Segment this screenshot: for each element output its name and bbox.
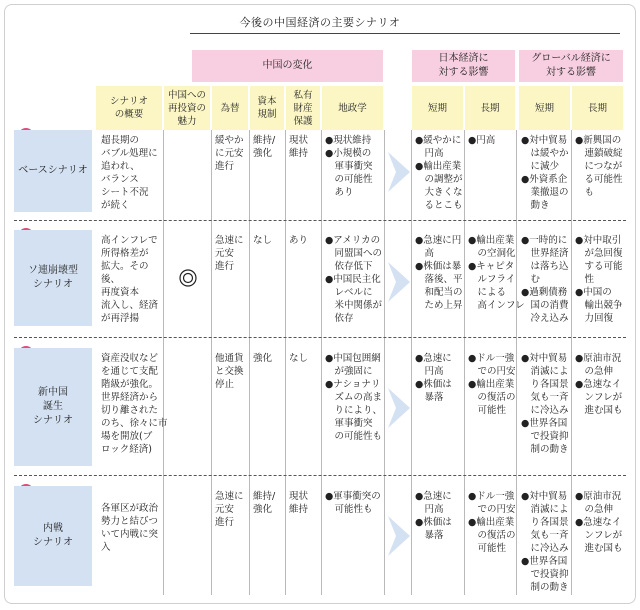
- private-property-value: なし: [289, 353, 309, 364]
- header-scenario-summary: シナリオ の概要: [96, 86, 162, 130]
- private-property-value: 現状 維持: [289, 491, 309, 515]
- page-title: 今後の中国経済の主要シナリオ: [239, 16, 401, 29]
- row-separator: [14, 220, 626, 221]
- global-long-value: ●新興国の 連鎖破綻 につなが る可能性 も: [575, 135, 623, 198]
- header-private-property: 私有 財産 保護: [286, 86, 320, 130]
- scenario-name: 新中国 誕生 シナリオ: [14, 348, 92, 466]
- japan-long-value: ●円高: [468, 135, 496, 146]
- exchange-value: 急速に 元安 進行: [215, 235, 244, 272]
- chevron-right-icon: [386, 516, 412, 556]
- japan-short-value: ●緩やかに 円高 ●輸出産業 の調整が 大きくな るとこも: [415, 135, 463, 211]
- global-long-value: ●対中取引 が急回復 する可能 性 ●中国の 輸出競争 力回復: [575, 235, 623, 324]
- header-china-change: 中国の変化: [192, 50, 383, 82]
- header-reinvestment: 中国への 再投資の 魅力: [164, 86, 210, 130]
- header-exchange: 為替: [212, 86, 248, 130]
- japan-long-value: ●輸出産業 の空洞化 ●キャピタ ルフライ による 高インフレ: [468, 235, 525, 311]
- chevron-right-icon: [386, 262, 412, 302]
- header-capital-control: 資本 規制: [250, 86, 284, 130]
- reinvestment-cell: [164, 230, 211, 326]
- scenario-name: ソ連崩壊型 シナリオ: [14, 230, 92, 326]
- geopolitics-value: ●軍事衝突の 可能性も: [325, 491, 381, 515]
- header-global-long: 長期: [572, 86, 623, 130]
- title-underline: [190, 33, 620, 34]
- header-geopolitics: 地政学: [322, 86, 383, 130]
- double-circle-icon: [179, 269, 197, 287]
- global-short-value: ●一時的に 世界経済 は落ち込 む ●過剰債務 国の消費 冷え込み: [521, 235, 569, 324]
- chevron-right-icon: [386, 152, 412, 192]
- header-global-impact: グローバル経済に 対する影響: [519, 50, 623, 82]
- japan-short-value: ●急速に 円高 ●株価は 暴落: [415, 353, 452, 403]
- japan-long-value: ●ドル一強 での円安 ●輸出産業 の復活の 可能性: [468, 491, 516, 554]
- exchange-value: 緩やか に元安 進行: [215, 135, 244, 172]
- global-long-value: ●原油市況 の急伸 ●急速なイ ンフレが 進む国も: [575, 491, 623, 554]
- exchange-value: 急速に 元安 進行: [215, 491, 244, 528]
- chevron-right-icon: [386, 388, 412, 428]
- geopolitics-value: ●中国包囲網 が強固に ●ナショナリ ズムの高ま りにより、 軍事衝突 の可能性も: [325, 353, 383, 442]
- global-short-value: ●対中貿易 消滅によ り各国景 気も一斉 に冷込み ●世界各国 で投資抑 制の動き: [521, 491, 569, 593]
- row-separator: [14, 337, 626, 338]
- header-japan-short: 短期: [412, 86, 463, 130]
- geopolitics-value: ●アメリカの 同盟国への 依存低下 ●中国民主化 レベルに 米中関係が 依存: [325, 235, 383, 324]
- scenario-summary: 超長期の バブル処理に 追われ、 バランス シート不況 が続く: [101, 135, 158, 211]
- global-short-value: ●対中貿易 は緩やか に減少 ●外資系企 業撤退の 動き: [521, 135, 569, 211]
- header-japan-long: 長期: [465, 86, 515, 130]
- japan-short-value: ●急速に 円高 ●株価は 暴落: [415, 491, 452, 541]
- scenario-summary: 資産没収など を通じて支配 階級が強化。 世界経済から 切り離された のち、徐々に市 場を開放(ブ ロック経済): [101, 353, 168, 455]
- capital-control-value: なし: [253, 235, 273, 246]
- header-japan-impact: 日本経済に 対する影響: [412, 50, 515, 82]
- private-property-value: あり: [289, 235, 309, 246]
- scenario-summary: 各軍区が政治 勢力と結びつ いて内戦に突 入: [101, 503, 159, 553]
- private-property-value: 現状 維持: [289, 135, 309, 159]
- capital-control-value: 維持/ 強化: [253, 491, 276, 515]
- scenario-name: 内戦 シナリオ: [14, 486, 92, 586]
- japan-long-value: ●ドル一強 での円安 ●輸出産業 の復活の 可能性: [468, 353, 516, 416]
- capital-control-value: 強化: [253, 353, 273, 364]
- japan-short-value: ●急速に円 高 ●株価は暴 落後、平 和配当の ため上昇: [415, 235, 463, 311]
- global-short-value: ●対中貿易 消滅によ り各国景 気も一斉 に冷込み ●世界各国 で投資抑 制の動き: [521, 353, 569, 455]
- global-long-value: ●原油市況 の急伸 ●急速なイ ンフレが 進む国も: [575, 353, 623, 416]
- geopolitics-value: ●現状維持 ●小規模の 軍事衝突 の可能性 あり: [325, 135, 373, 198]
- header-global-short: 短期: [519, 86, 570, 130]
- capital-control-value: 維持/ 強化: [253, 135, 276, 159]
- exchange-value: 他通貨 と交換 停止: [215, 353, 244, 390]
- scenario-name: ベースシナリオ: [14, 130, 92, 212]
- row-separator: [14, 475, 626, 476]
- scenario-summary: 高インフレで 所得格差が 拡大。その後、 再度資本 流入し、経済 が再浮揚: [101, 235, 159, 324]
